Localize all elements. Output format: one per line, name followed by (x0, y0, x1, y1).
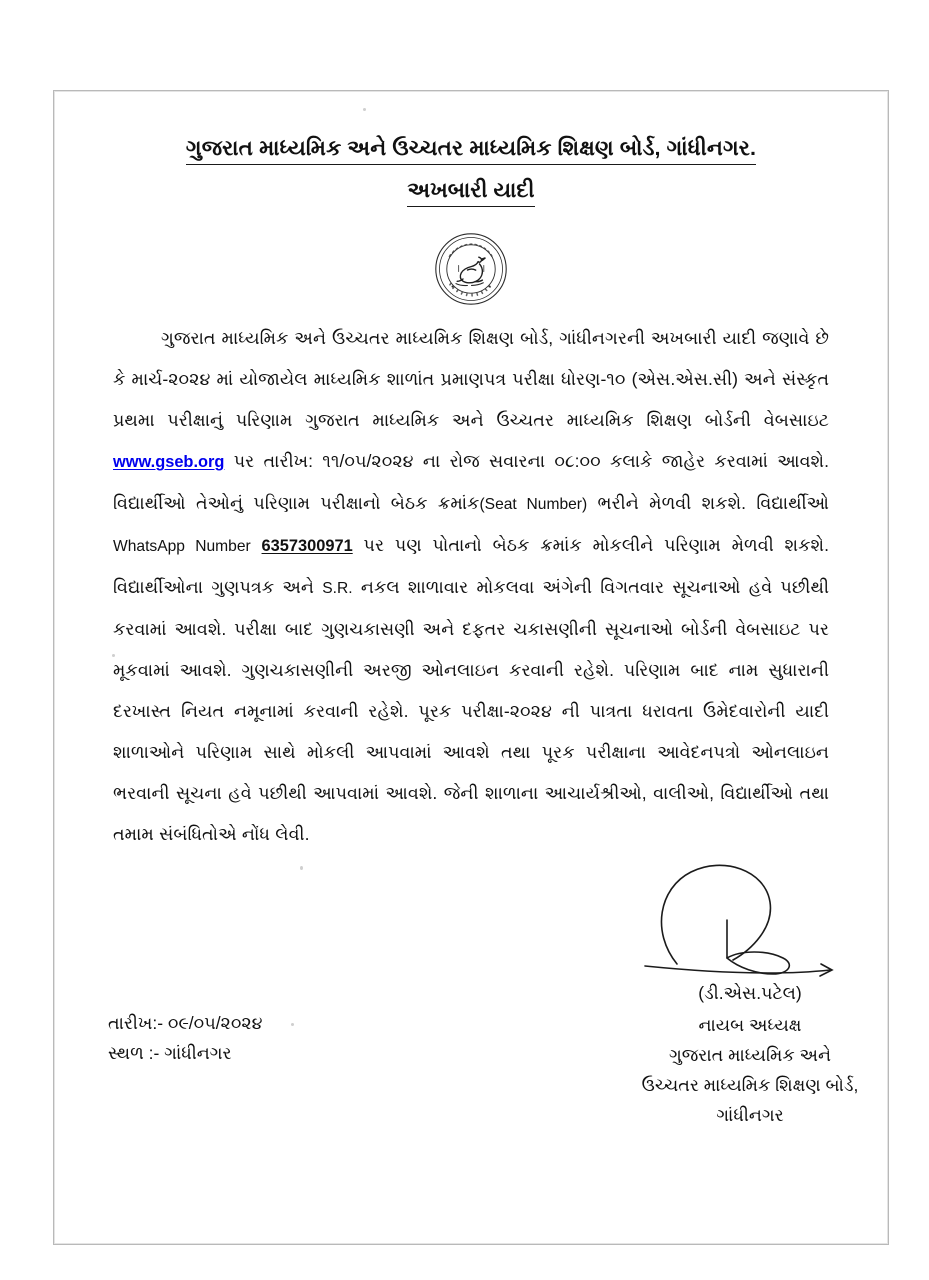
press-note-body (113, 318, 829, 855)
date-place-block (108, 1008, 263, 1068)
signature-block (600, 858, 900, 1130)
date-row (108, 1008, 263, 1038)
body-line-3b: પર (224, 451, 255, 471)
place-row (108, 1038, 263, 1068)
scan-speck (291, 1023, 294, 1026)
body-line-4: તારીખ: ૧૧/૦૫/૨૦૨૪ ના રોજ સવારના ૦૮:૦૦ કલાકે જાહેર કરવામાં આવશે. વિદ્યાર્થીઓ તેઓનું પરિણામ (113, 451, 829, 513)
whatsapp-number: 6357300971 (261, 537, 353, 555)
body-line-9: રહેશે. પરિણામ બાદ નામ સુધારાની દરખાસ્ત નિયત નમૂનામાં કરવાની રહેશે. પૂરક પરીક્ષા-૨૦૨૪ ની પાત્રતા (113, 660, 829, 721)
body-line-7: મોકલવા અંગેની વિગતવાર સૂચનાઓ હવે પછીથી કરવામાં આવશે. પરીક્ષા બાદ ગુણચકાસણી અને દફતર (113, 577, 829, 639)
body-line-3a: પરીક્ષાનું પરિણામ ગુજરાત માધ્યમિક અને ઉચ્ચતર માધ્યમિક શિક્ષણ બોર્ડની વેબસાઇટ (167, 410, 829, 430)
gseb-seal-emblem (434, 232, 508, 306)
document-subtitle: અખબારી યાદી (407, 177, 534, 207)
gseb-website-link[interactable]: www.gseb.org (113, 453, 225, 471)
body-line-2: માર્ચ-૨૦૨૪ માં યોજાયેલ માધ્યમિક શાળાંત પ્રમાણપત્ર પરીક્ષા ધોરણ-૧૦ (એસ.એસ.સી) અને સંસ્કૃત પ્રથમા (113, 369, 829, 430)
page-title: ગુજરાત માધ્યમિક અને ઉચ્ચતર માધ્યમિક શિક્ષણ બોર્ડ, ગાંધીનગર. (186, 135, 756, 165)
handwritten-signature (615, 858, 885, 986)
signatory-designation: નાયબ અધ્યક્ષ (698, 1015, 802, 1036)
place-value: ગાંધીનગર (164, 1043, 232, 1063)
body-line-12: વાલીઓ, વિદ્યાર્થીઓ તથા તમામ સંબંધિતોએ નોંધ લેવી. (113, 783, 829, 844)
document-header (53, 135, 889, 207)
body-line-11: આવેદનપત્રો ઓનલાઇન ભરવાની સૂચના હવે પછીથી આપવામાં આવશે. જેની શાળાના આચાર્યશ્રીઓ, (113, 742, 829, 803)
signatory-org-line-3: ગાંધીનગર (716, 1105, 784, 1126)
body-line-6b: નકલ શાળાવાર (352, 577, 469, 597)
scan-speck (363, 108, 366, 111)
date-value: ૦૯/૦૫/૨૦૨૪ (167, 1013, 263, 1033)
signatory-name: (ડી.એસ.પટેલ) (698, 983, 802, 1003)
seat-number-label: (Seat Number) (479, 496, 588, 513)
subtitle-row (53, 177, 889, 207)
whatsapp-label: WhatsApp Number (113, 538, 251, 555)
signatory-details (600, 1010, 900, 1130)
body-line-6a: પણ પોતાનો બેઠક ક્રમાંક મોકલીને પરિણામ મેળવી શકશે. વિદ્યાર્થીઓના ગુણપત્રક અને (113, 535, 829, 597)
body-line-1: ગુજરાત માધ્યમિક અને ઉચ્ચતર માધ્યમિક શિક્ષણ બોર્ડ, ગાંધીનગરની અખબારી યાદી જણાવે છે કે (113, 328, 829, 389)
body-line-10: ધરાવતા ઉમેદવારોની યાદી શાળાઓને પરિણામ સાથે મોકલી આપવામાં આવશે તથા પૂરક પરીક્ષાના (113, 701, 829, 762)
body-line-5a: પરીક્ષાનો બેઠક ક્રમાંક (320, 493, 480, 513)
signatory-org-line-1: ગુજરાત માધ્યમિક અને (668, 1045, 832, 1066)
body-line-5c: પર (352, 535, 385, 555)
date-label: તારીખ:- (108, 1013, 164, 1033)
signatory-org-line-2: ઉચ્ચતર માધ્યમિક શિક્ષણ બોર્ડ, (641, 1075, 859, 1096)
body-line-5b: ભરીને મેળવી શકશે. વિદ્યાર્થીઓ (587, 493, 829, 513)
body-line-8: ચકાસણીની સૂચનાઓ બોર્ડની વેબસાઇટ પર મૂકવામાં આવશે. ગુણચકાસણીની અરજી ઓનલાઇન કરવાની (113, 619, 830, 680)
place-label: સ્થળ :- (108, 1043, 160, 1063)
sr-copy-label: S.R. (322, 580, 353, 597)
scan-speck (300, 866, 303, 870)
